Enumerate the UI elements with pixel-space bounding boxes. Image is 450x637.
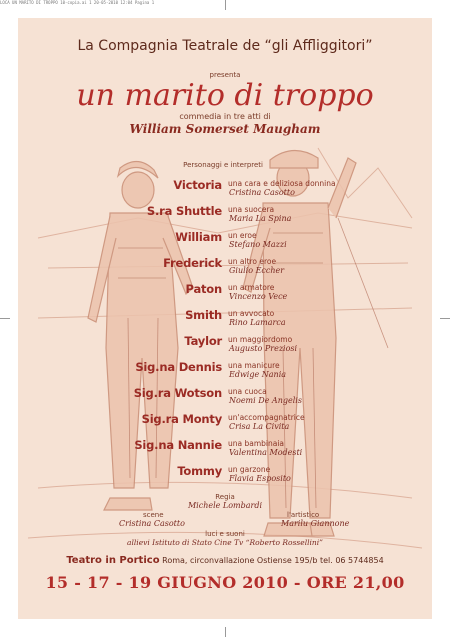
cast-role: un eroe xyxy=(228,231,257,240)
cast-role: un armatore xyxy=(228,283,275,292)
cast-character: William xyxy=(175,230,222,244)
cast-row xyxy=(18,230,432,254)
crop-mark-left xyxy=(0,318,10,319)
artistico-name: Marilu Giannone xyxy=(281,519,350,528)
cast-row xyxy=(18,178,432,202)
cast-actor: Stefano Mazzi xyxy=(229,240,287,249)
cast-role: un garzone xyxy=(228,465,271,474)
cast-role: una manicure xyxy=(228,361,280,370)
artistico-label: l'artistico xyxy=(287,511,320,519)
cast-role: una cuoca xyxy=(228,387,267,396)
cast-role: un'accompagnatrice xyxy=(228,413,305,422)
cast-row xyxy=(18,386,432,410)
regia-label: Regia xyxy=(215,493,235,501)
cast-role: una bambinaia xyxy=(228,439,285,448)
performance-dates: 15 - 17 - 19 GIUGNO 2010 - ORE 21,00 xyxy=(45,573,405,592)
cast-role: un avvocato xyxy=(228,309,275,318)
poster xyxy=(18,18,432,619)
cast-row xyxy=(18,464,432,488)
venue-name: Teatro in Portico xyxy=(66,555,160,566)
play-author: William Somerset Maugham xyxy=(129,122,321,136)
cast-row xyxy=(18,334,432,358)
cast-actor: Vincenzo Vece xyxy=(229,292,288,301)
cast-actor: Flavia Esposito xyxy=(229,474,291,483)
cast-character: Sig.na Nannie xyxy=(134,438,222,452)
cast-row xyxy=(18,204,432,228)
venue xyxy=(18,555,432,566)
cast-character: Sig.ra Wotson xyxy=(133,386,222,400)
cast-row xyxy=(18,438,432,462)
venue-address: Roma, circonvallazione Ostiense 195/b tel. 06 5744854 xyxy=(162,556,384,565)
cast-role: un maggiordomo xyxy=(228,335,293,344)
cast-row xyxy=(18,412,432,436)
cast-role: una cara e deliziosa donnina xyxy=(228,179,336,188)
cast-character: Victoria xyxy=(173,178,222,192)
scene-label: scene xyxy=(143,511,164,519)
cast-role: una suocera xyxy=(228,205,275,214)
cast-row xyxy=(18,256,432,280)
cast-character: Paton xyxy=(185,282,222,296)
cast-actor: Cristina Casotto xyxy=(229,188,295,197)
cast-actor: Giulio Eccher xyxy=(229,266,285,275)
crop-mark-bottom xyxy=(225,627,226,637)
cast-actor: Noemi De Angelis xyxy=(229,396,302,405)
regia-name: Michele Lombardi xyxy=(187,501,263,510)
company-name: La Compagnia Teatrale de “gli Affliggitori” xyxy=(77,38,373,54)
cast-row xyxy=(18,282,432,306)
cast-actor: Augusto Preziosi xyxy=(229,344,298,353)
luci-name: allievi Istituto di Stato Cine Tv “Roberto Rossellini” xyxy=(127,538,323,547)
cast-character: Taylor xyxy=(184,334,222,348)
cast-character: Sig.na Dennis xyxy=(135,360,222,374)
cast-actor: Maria La Spina xyxy=(229,214,292,223)
presenta-text: presenta xyxy=(209,71,241,79)
cast-role: un altro eroe xyxy=(228,257,277,266)
cast-actor: Crisa La Civita xyxy=(229,422,290,431)
cast-row xyxy=(18,308,432,332)
cast-header: Personaggi e interpreti xyxy=(183,161,263,169)
cast-character: Frederick xyxy=(163,256,222,270)
play-subtitle: commedia in tre atti di xyxy=(179,112,271,121)
crop-mark-top xyxy=(225,0,226,10)
crop-mark-right xyxy=(440,318,450,319)
cast-character: Smith xyxy=(185,308,222,322)
printer-mark: LOCA UN MARITO DI TROPPO 10-copia.ai 1 20-05-2010 12:04 Pagina 1 xyxy=(0,0,155,5)
cast-actor: Valentina Modesti xyxy=(229,448,303,457)
play-title: un marito di troppo xyxy=(76,78,374,113)
cast-row xyxy=(18,360,432,384)
cast-actor: Edwige Nania xyxy=(229,370,287,379)
cast-actor: Rino Lamarca xyxy=(229,318,286,327)
cast-character: S.ra Shuttle xyxy=(146,204,222,218)
scene-name: Cristina Casotto xyxy=(119,519,185,528)
cast-character: Sig.ra Monty xyxy=(141,412,222,426)
cast-character: Tommy xyxy=(177,464,222,478)
luci-label: luci e suoni xyxy=(205,530,245,538)
